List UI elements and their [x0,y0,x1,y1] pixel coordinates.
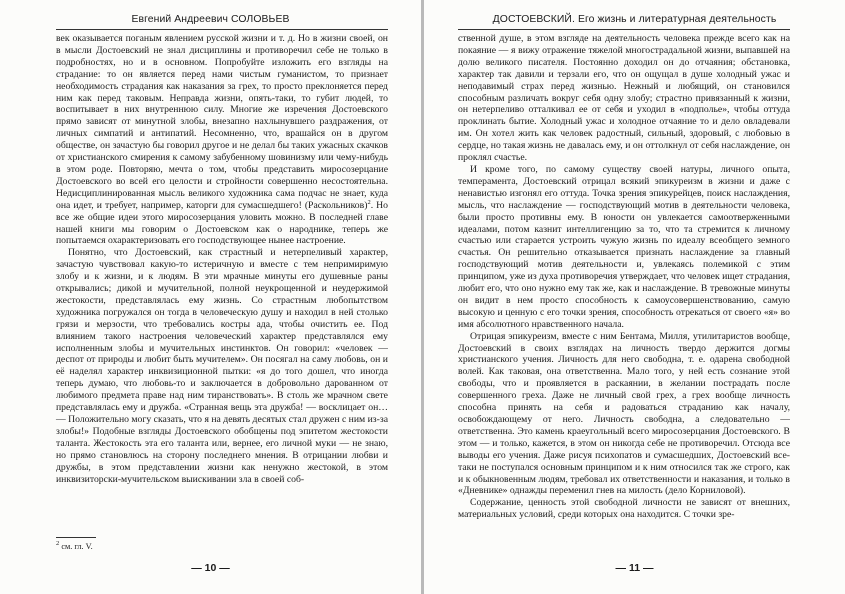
paragraph-text: век оказывается поганым явлением русской жизни и т. д. Но в жизни своей, он в мысли Достоевский не знал дисциплины и противоречил себе не только в подробностях, но и в основном. Попробуйте изложить его взгляды на страдание: то он является перед нами чистым гуманистом, то признает необходимость страдания как наказания за грех, то просто преклоняется перед ним как перед таковым. Неправда жизни, опять-таки, то губит людей, то воспитывает в них внутреннюю силу. Многие же изречения Достоевского прямо зависят от минутной злобы, внезапно нахлынувшего раздражения, от личных симпатий и антипатий. Несомненно, что, врашайся он в другом обществе, он зачастую бы говорил другое и не делал бы таких ужасных скачков от христианского смирения к самому забубенному шовинизму или чему-нибудь в этом роде. Повторяю, мечта о том, чтобы представить миросозерцание Достоевского во всей его целости и стройности совершенно несостоятельна. Недисциплинированная мысль великого художника сама подчас не знает, куда она идет, и требует, например, каторги для сумасшедшего! (Раскольников) [56,33,388,211]
footnote-text: см. гл. V. [61,542,93,551]
paragraph: Понятно, что Достоевский, как страстный и нетерпеливый характер, зачастую чувствовал какую-то истеричную и вместе с тем непримиримую злобу и к жизни, и к людям. В эти мрачные минуты его душевные раны открывались; дикой и мучительной, полной неукрощенной и неудержимой жестокости, представлялась ему жизнь. Со страстным любопытством художника погружался он тогда в человеческую душу и находил в ней столько грязи и мерзости, что требовались костры ада, чтобы очистить ее. Под влиянием такого настроения человеческий характер представлялся ему исполненным злобы и мучительных инстинктов. Он говорил: «человек — деспот от природы и любит быть мучителем». Он посягал на саму любовь, он и её наделял характер инквизиционной пытки: «я до того дошел, что иногда теперь думаю, что любовь-то и заключается в добровольно дарованном от любимого предмета праве над ним тиранствовать». В столь же мрачном свете представлялась ему и дружба. «Странная вещь эта дружба! — восклицает он… — Положительно могу сказать, что я на девять десятых стал дружен с ним из-за злобы!» Подобные взгляды Достоевского обобщены под эпитетом жестокости таланта. Жестокость эта его таланта или, вернее, его личной муки — не знаю, но прямо становлюсь на сторону последнего мнения. В отрицании любви и дружбы, в этом представлении жизни как ненужно жестокой, в этом инквизиторски-мучительском выискивании зла в своей соб- [56,247,388,485]
left-head-rule [56,29,388,30]
footnote-marker: 2 [56,540,60,548]
left-running-head: Евгений Андреевич СОЛОВЬЕВ [131,14,290,25]
left-page [0,0,421,594]
paragraph: век оказывается поганым явлением русской жизни и т. д. Но в жизни своей, он в мысли Достоевский не знал дисциплины и противоречил себе не только в подробностях, но и в основном. Попробуйте изложить его взгляды на страдание: то он является перед нами чистым гуманистом, то признает необходимость страдания как наказания за грех, то просто преклоняется перед ним как перед таковым. Неправда жизни, опять-таки, то губит людей, то воспитывает в них внутреннюю силу. Многие же изречения Достоевского прямо зависят от минутной злобы, внезапно нахлынувшего раздражения, от личных симпатий и антипатий. Несомненно, что, врашайся он в другом обществе, он зачастую бы говорил другое и не делал бы таких ужасных скачков от христианского смирения к самому забубенному шовинизму или чему-нибудь в этом роде. Повторяю, мечта о том, чтобы представить миросозерцание Достоевского во всей его целости и стройности совершенно несостоятельна. Недисциплинированная мысль великого художника сама подчас не знает, куда она идет, и требует, например, каторги для сумасшедшего! (Раскольников)$^2$. Но все же общие идеи этого миросозерцания уловить можно. В последней главе нашей книги мы говорим о Достоевском как о народнике, теперь же попытаемся охарактеризовать его господствующее нынее настроение. [56,33,389,247]
right-page-number: — 11 — [615,562,654,574]
right-body-text [458,33,790,521]
left-body-text [56,33,388,485]
footnote-reference: 2 [367,198,371,206]
paragraph-text: Но все же общие идеи этого миросозерцания уловить можно. В последней главе нашей книги мы говорим о Достоевском как о народнике, теперь же попытаемся охарактеризовать его господствующее нынее настроение. [56,199,389,247]
right-running-head: ДОСТОЕВСКИЙ. Его жизнь и литературная деятельность [492,14,777,25]
right-page [424,0,845,594]
footnote-rule [56,537,96,538]
right-head-rule [458,29,790,30]
paragraph: Отрицая эпикуреизм, вместе с ним Бентама, Милля, утилитаристов вообще, Достоевский в своих взглядах на личность твердо держится догмы христианского учения. Личность для него свободна, т. е. одарена свободной волей. Как таковая, она ответственна. Мало того, у ней есть сознание этой свободы, что и проявляется в раскаянии, в желании пострадать после совершенного греха. Даже не личный свой грех, а грех вообще личность способна принять на себя и радоваться страданию как началу, освобождающему от него. Личность свободна, а следовательно — ответственна. Это камень краеугольный всего миросозерцания Достоевского. В этом — и только, кажется, в этом он никогда себе не противоречил. Отсюда все выводы его учения. Даже рисуя психопатов и сумасшедших, Достоевский все-таки не поступался основным принципом и к ним относился так же строго, как и к обыкновенным людям, требовал их ответственности и наказания, и только в «Дневнике» однажды переменил гнев на милость (дело Корниловой). [458,330,790,497]
paragraph: И кроме того, по самому существу своей натуры, личного опыта, темперамента, Достоевский отрицал всякий эпикуреизм в жизни и даже с ненавистью изгонял его оттуда. Точка зрения эпикурейцев, поиск наслаждения, мысль, что наслаждение — господствующий мотив в деятельности человека, были просто противны ему. В юности он увлекается самоотверженными идеалами, потом казнит интеллигенцию за то, что та стремится к личному счастью или старается устроить чужую жизнь по идеалу всеобщего земного счастья. Он решительно отказывается признать наслаждение за главный господствующий мотив деятельности и, увлекаясь полемикой с этим принципом, уже из духа противоречия утверждает, что человек ищет страдания, любит его, что оно нужно ему так же, как и наслаждение. В тревожные минуты он видит в нем просто способность к самоусовершенствованию, самую высокую и ценную с его точки зрения, способность отрекаться от своего «я» во имя абсолютного нравственного начала. [458,163,790,330]
footnote [56,542,93,551]
left-page-number: — 10 — [191,562,230,574]
paragraph: Содержание, ценность этой свободной личности не зависят от внешних, материальных условий, среди которых она находится. С точки зре- [458,497,790,521]
paragraph: ственной душе, в этом взгляде на деятельность человека прежде всего как на покаяние — я вижу отражение тяжелой многострадальной жизни, выпавшей на долю великого писателя. Постоянно доходил он до отчаяния; обстановка, характер так давили и терзали его, что он ощущал в душе холодный ужас и неподавимый страх перед жизнью. Нежный и любящий, он становился способным различать вокруг себя одну злобу; страстно привязанный к жизни, он нетерпеливо отталкивал ее от себя и уходил в «подполье», чтобы оттуда проклинать бытие. Холодный ужас и холодное отчаяние то и дело овладевали им. Он хотел жить как человек радостный, сильный, здоровый, с любовью в сердце, но такая жизнь не давалась ему, и он оттолкнул от себя наслаждение, он проклял счастье. [458,33,790,164]
